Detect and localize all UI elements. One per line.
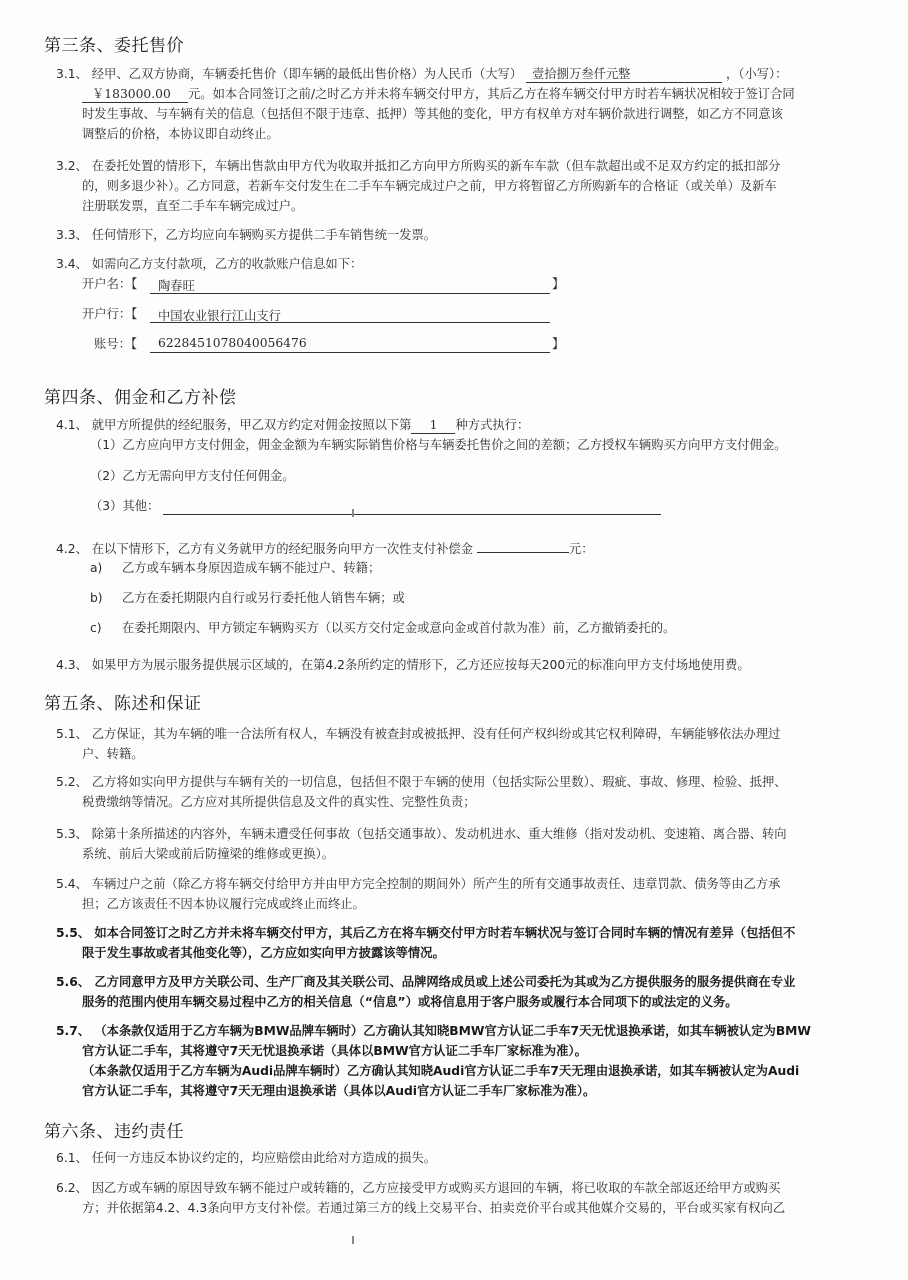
clause-3-1-line-2	[82, 86, 795, 103]
clause-5-6-line-2: 服务的范围内使用车辆交易过程中乙方的相关信息（“信息”）或将信息用于客户服务或履行本合同项下的或法定的义务。	[82, 995, 738, 1009]
price-lower-label: ，（小写）：	[726, 67, 788, 81]
scan-mark	[352, 509, 354, 517]
account-bank-value: 中国农业银行江山支行	[158, 309, 281, 323]
clause-6-2-line-2: 方；并依据第4.2、4.3条向甲方支付补偿。若通过第三方的线上交易平台、拍卖竞价平台或其他媒介交易的，平台或买家有权向乙	[82, 1201, 786, 1215]
clause-4-1-line-1	[56, 417, 529, 434]
commission-choice-field: 1	[411, 417, 455, 434]
clause-5-1-line-1: 5.1、 乙方保证，其为车辆的唯一合法所有权人，车辆没有被查封或被抵押、没有任何产权纠纷或其它权利障碍，车辆能够依法办理过	[56, 727, 781, 741]
clause-5-3-line-1: 5.3、 除第十条所描述的内容外，车辆未遭受任何事故（包括交通事故）、发动机进水、重大维修（指对发动机、变速箱、离合器、转向	[56, 827, 787, 841]
clause-5-7-line-1: 5.7、 （本条款仅适用于乙方车辆为BMW品牌车辆时）乙方确认其知晓BMW官方认证二手车7天无忧退换承诺，如其车辆被认定为BMW	[56, 1024, 811, 1038]
clause-4-3: 4.3、 如果甲方为展示服务提供展示区域的，在第4.2条所约定的情形下，乙方还应按每天200元的标准向甲方支付场地使用费。	[56, 658, 750, 672]
account-number-label: 账号：【	[94, 337, 138, 351]
clause-3-1-line-4: 调整后的价格，本协议即自动终止。	[82, 127, 279, 141]
clause-4-1-suffix: 种方式执行：	[455, 418, 530, 432]
item-b-label: b)	[90, 591, 103, 605]
account-number-underline	[150, 352, 550, 353]
option-2: （2）乙方无需向甲方支付任何佣金。	[90, 469, 295, 483]
clause-6-2-line-1: 6.2、 因乙方或车辆的原因导致车辆不能过户或转籍的，乙方应接受甲方或购买方退回的车辆，将已收取的车款全部返还给甲方或购买	[56, 1181, 781, 1195]
clause-3-1-text: 3.1、 经甲、乙双方协商，车辆委托售价（即车辆的最低出售价格）为人民币（大写）	[56, 67, 523, 81]
item-a-label: a)	[90, 561, 103, 575]
clause-5-7-line-2: 官方认证二手车，其将遵守7天无忧退换承诺（具体以BMW官方认证二手车厂家标准为准）。	[82, 1044, 587, 1058]
section-4-title: 第四条、佣金和乙方补偿	[44, 388, 237, 408]
account-number-close: 】	[552, 337, 565, 351]
option-3-underline	[163, 514, 661, 515]
clause-5-5-line-2: 限于发生事故或者其他变化等），乙方应如实向甲方披露该等情况。	[82, 946, 445, 960]
clause-4-2-text: 4.2、 在以下情形下，乙方有义务就甲方的经纪服务向甲方一次性支付补偿金	[56, 542, 473, 556]
clause-3-2-line-3: 注册联发票，直至二手车车辆完成过户。	[82, 199, 304, 213]
clause-3-2-line-2: 的，则多退少补）。乙方同意，若新车交付发生在二手车车辆完成过户之前，甲方将暂留乙方所购新车的合格证（或关单）及新车	[82, 179, 777, 193]
item-b-text: 乙方在委托期限内自行或另行委托他人销售车辆；或	[122, 591, 405, 605]
section-3-title: 第三条、委托售价	[44, 36, 184, 56]
clause-5-4-line-2: 担；乙方该责任不因本协议履行完成或终止而终止。	[82, 897, 365, 911]
clause-5-7-line-3: （本条款仅适用于乙方车辆为Audi品牌车辆时）乙方确认其知晓Audi官方认证二手车7天无理由退换承诺，如其车辆被认定为Audi	[82, 1064, 800, 1078]
item-c-text: 在委托期限内、甲方锁定车辆购买方（以买方交付定金或意向金或首付款为准）前，乙方撤销委托的。	[122, 621, 676, 635]
clause-5-1-line-2: 户、转籍。	[82, 747, 144, 761]
clause-3-3: 3.3、 任何情形下，乙方均应向车辆购买方提供二手车销售统一发票。	[56, 228, 437, 242]
price-upper-field: 壹拾捌万叁仟元整	[526, 66, 722, 83]
clause-4-1-text: 4.1、 就甲方所提供的经纪服务，甲乙双方约定对佣金按照以下第	[56, 418, 412, 432]
account-bank-underline	[150, 322, 550, 323]
account-name-label: 开户名：【	[82, 277, 138, 291]
clause-5-2-line-2: 税费缴纳等情况。乙方应对其所提供信息及文件的真实性、完整性负责；	[82, 795, 476, 809]
clause-5-6-line-1: 5.6、 乙方同意甲方及甲方关联公司、生产厂商及其关联公司、品牌网络成员或上述公司委托为其或为乙方提供服务的服务提供商在专业	[56, 975, 796, 989]
clause-4-2-line-1	[56, 539, 594, 557]
account-name-close: 】	[552, 277, 565, 291]
scan-mark	[352, 1236, 354, 1244]
account-name-underline	[150, 293, 550, 294]
clause-3-1-line-1	[56, 66, 787, 83]
price-lower-field: ￥183000.00	[82, 86, 188, 103]
item-c-label: c)	[90, 621, 102, 635]
account-bank-label: 开户行：【	[82, 307, 138, 321]
clause-5-7-line-4: 官方认证二手车，其将遵守7天无理由退换承诺（具体以Audi官方认证二手车厂家标准为准）。	[82, 1084, 596, 1098]
compensation-unit: 元：	[568, 542, 594, 556]
clause-3-1-line-3: 时发生事故、与车辆有关的信息（包括但不限于违章、抵押）等其他的变化，甲方有权单方对车辆价款进行调整，如乙方不同意该	[82, 107, 783, 121]
item-a-text: 乙方或车辆本身原因造成车辆不能过户、转籍；	[122, 561, 381, 575]
clause-3-1-text-2: 元。如本合同签订之前/之时乙方并未将车辆交付甲方，其后乙方在将车辆交付甲方时若车辆状况相较于签订合同	[188, 87, 795, 101]
account-name-value: 陶春旺	[158, 279, 195, 293]
clause-6-1: 6.1、 任何一方违反本协议约定的，均应赔偿由此给对方造成的损失。	[56, 1151, 437, 1165]
option-1: （1）乙方应向甲方支付佣金，佣金金额为车辆实际销售价格与车辆委托售价之间的差额；乙方授权车辆购买方向甲方支付佣金。	[90, 438, 787, 452]
section-6-title: 第六条、违约责任	[44, 1122, 184, 1142]
clause-5-4-line-1: 5.4、 车辆过户之前（除乙方将车辆交付给甲方并由甲方完全控制的期间外）所产生的所有交通事故责任、违章罚款、债务等由乙方承	[56, 877, 781, 891]
clause-5-5-line-1: 5.5、 如本合同签订之时乙方并未将车辆交付甲方，其后乙方在将车辆交付甲方时若车辆状况与签订合同时车辆的情况有差异（包括但不	[56, 926, 796, 940]
clause-3-4-line-1: 3.4、 如需向乙方支付款项，乙方的收款账户信息如下：	[56, 257, 363, 271]
compensation-amount-field	[477, 539, 569, 553]
clause-3-2-line-1: 3.2、 在委托处置的情形下，车辆出售款由甲方代为收取并抵扣乙方向甲方所购买的新车车款（但车款超出或不足双方约定的抵扣部分	[56, 159, 781, 173]
clause-5-3-line-2: 系统、前后大梁或前后防撞梁的维修或更换）。	[82, 847, 335, 861]
option-3-label: （3）其他：	[90, 499, 160, 513]
section-5-title: 第五条、陈述和保证	[44, 694, 202, 714]
account-number-value: 6228451078040056476	[158, 336, 307, 350]
clause-5-2-line-1: 5.2、 乙方将如实向甲方提供与车辆有关的一切信息，包括但不限于车辆的使用（包括实际公里数）、瑕疵、事故、修理、检验、抵押、	[56, 775, 787, 789]
